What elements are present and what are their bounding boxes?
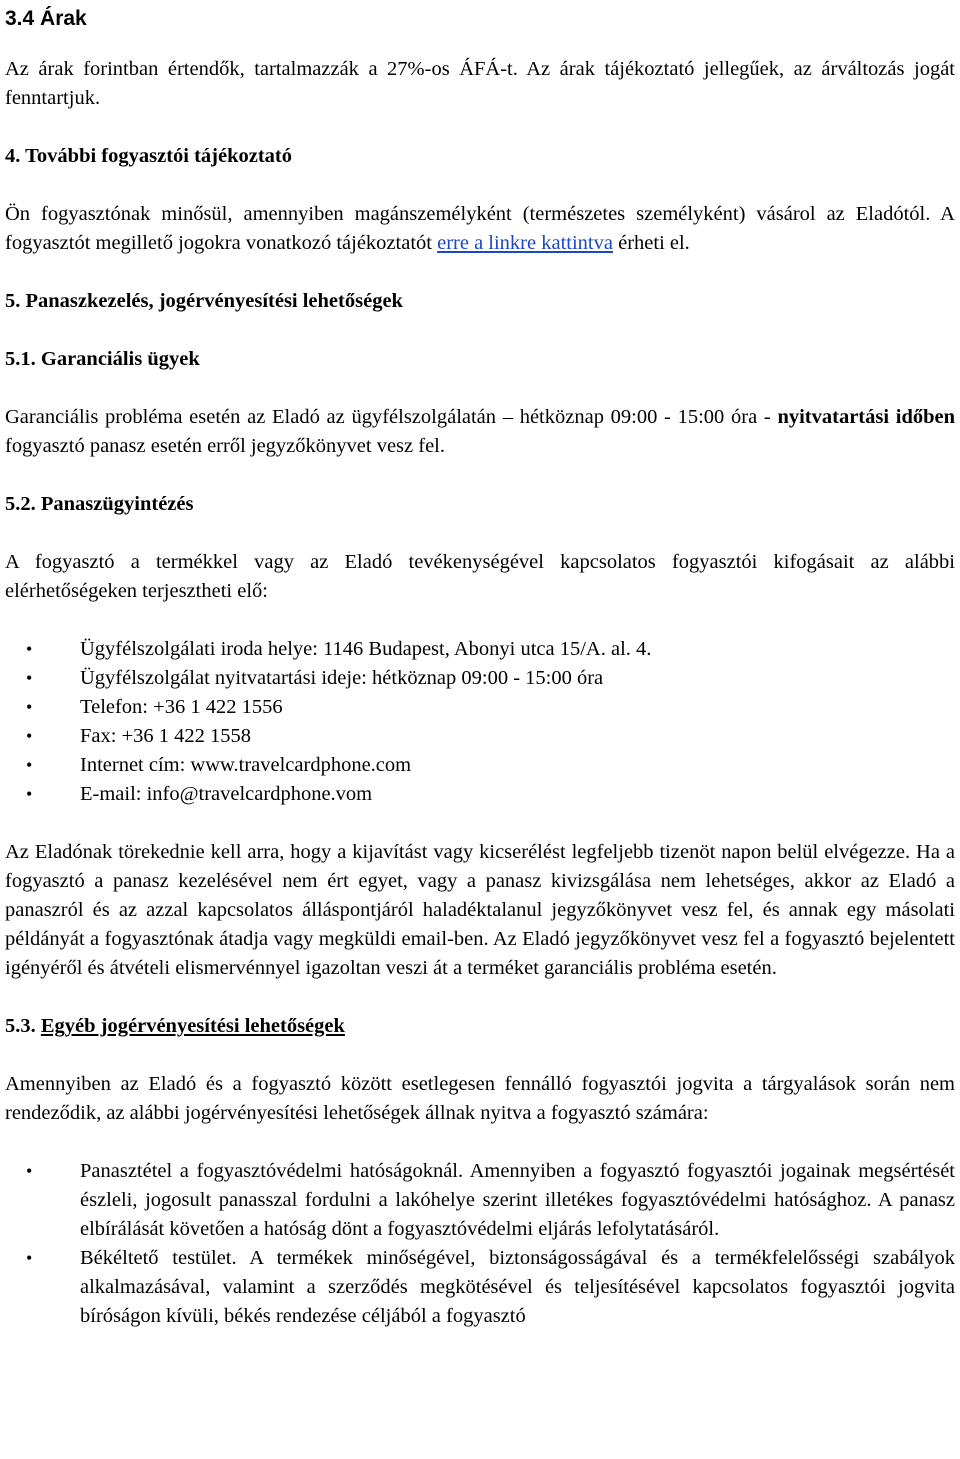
heading-warranty: 5.1. Garanciális ügyek bbox=[5, 348, 200, 370]
contact-phone: • Telefon: +36 1 422 1556 bbox=[80, 693, 955, 722]
warranty-paragraph bbox=[5, 403, 955, 461]
other-remedies-title: Egyéb jogérvényesítési lehetőségek bbox=[40, 1015, 345, 1037]
contact-opening-hours: • Ügyfélszolgálat nyitvatartási ideje: hétköznap 09:00 - 15:00 óra bbox=[80, 664, 955, 693]
remedy-option-conciliation-board: • Békéltető testület. A termékek minőségével, biztonságosságával és a termékfelelősségi szabályok alkalmazásával, valamint a szerződés megkötésével és teljesítésével kapcsolatos fogyasztói jogvita bíróságon kívüli, békés rendezése céljából a fogyasztó bbox=[80, 1244, 955, 1331]
warranty-text-start: Garanciális probléma esetén az Eladó az ügyfélszolgálatán – hétköznap 09:00 - 15:00 óra - bbox=[5, 406, 778, 428]
contact-website: • Internet cím: www.travelcardphone.com bbox=[80, 751, 955, 780]
heading-consumer-info: 4. További fogyasztói tájékoztató bbox=[5, 145, 292, 167]
consumer-rights-link[interactable]: erre a linkre kattintva bbox=[437, 232, 613, 254]
heading-complaint-handling: 5.2. Panaszügyintézés bbox=[5, 493, 194, 515]
consumer-info-paragraph bbox=[5, 200, 955, 258]
other-remedies-paragraph: Amennyiben az Eladó és a fogyasztó között esetlegesen fennálló fogyasztói jogvita a tárgyalások során nem rendeződik, az alábbi jogérvényesítési lehetőségek állnak nyitva a fogyasztó számára: bbox=[5, 1073, 955, 1124]
complaint-procedure-paragraph: Az Eladónak törekednie kell arra, hogy a kijavítást vagy kicserélést legfeljebb tizenöt napon belül elvégezze. Ha a fogyasztó a panasz kezelésével nem ért egyet, vagy a panasz kivizsgálása nem lehetséges, akkor az Eladó a panaszról és az azzal kapcsolatos álláspontjáról haladéktalanul jegyzőkönyvet vesz fel, és annak egy másolati példányát a fogyasztónak átadja vagy megküldi email-ben. Az Eladó jegyzőkönyvet vesz fel a fogyasztó bejelentett igényéről és átvételi elismervénnyel igazoltan veszi át a terméket garanciális probléma esetén. bbox=[5, 841, 955, 979]
contact-list bbox=[5, 635, 955, 809]
heading-prices: 3.4 Árak bbox=[5, 7, 87, 30]
consumer-info-text-end: érheti el. bbox=[612, 232, 690, 254]
complaint-handling-paragraph: A fogyasztó a termékkel vagy az Eladó tevékenységével kapcsolatos fogyasztói kifogásait az alábbi elérhetőségeken terjesztheti elő: bbox=[5, 551, 955, 602]
consumer-info-text-start: Ön fogyasztónak minősül, amennyiben magánszemélyként (természetes személyként) vásárol az Eladótól. A fogyasztót megillető jogokra vonatkozó tájékoztatót bbox=[5, 203, 955, 254]
warranty-text-end: fogyasztó panasz esetén erről jegyzőkönyvet vesz fel. bbox=[5, 435, 445, 457]
heading-complaints: 5. Panaszkezelés, jogérvényesítési lehetőségek bbox=[5, 290, 403, 312]
warranty-opening-hours: nyitvatartási időben bbox=[777, 406, 955, 428]
prices-paragraph: Az árak forintban értendők, tartalmazzák a 27%-os ÁFÁ-t. Az árak tájékoztató jellegűek, az árváltozás jogát fenntartjuk. bbox=[5, 58, 955, 109]
remedy-options-list bbox=[5, 1157, 955, 1331]
contact-fax: • Fax: +36 1 422 1558 bbox=[80, 722, 955, 751]
contact-email: • E-mail: info@travelcardphone.vom bbox=[80, 780, 955, 809]
heading-other-remedies bbox=[5, 1012, 955, 1041]
other-remedies-number: 5.3. bbox=[5, 1015, 36, 1037]
remedy-option-authority: • Panasztétel a fogyasztóvédelmi hatóságoknál. Amennyiben a fogyasztó fogyasztói jogainak megsértését észleli, jogosult panasszal fordulni a lakóhelye szerint illetékes fogyasztóvédelmi hatósághoz. A panasz elbírálását követően a hatóság dönt a fogyasztóvédelmi eljárás lefolytatásáról. bbox=[80, 1157, 955, 1244]
contact-office-address: • Ügyfélszolgálati iroda helye: 1146 Budapest, Abonyi utca 15/A. al. 4. bbox=[80, 635, 955, 664]
